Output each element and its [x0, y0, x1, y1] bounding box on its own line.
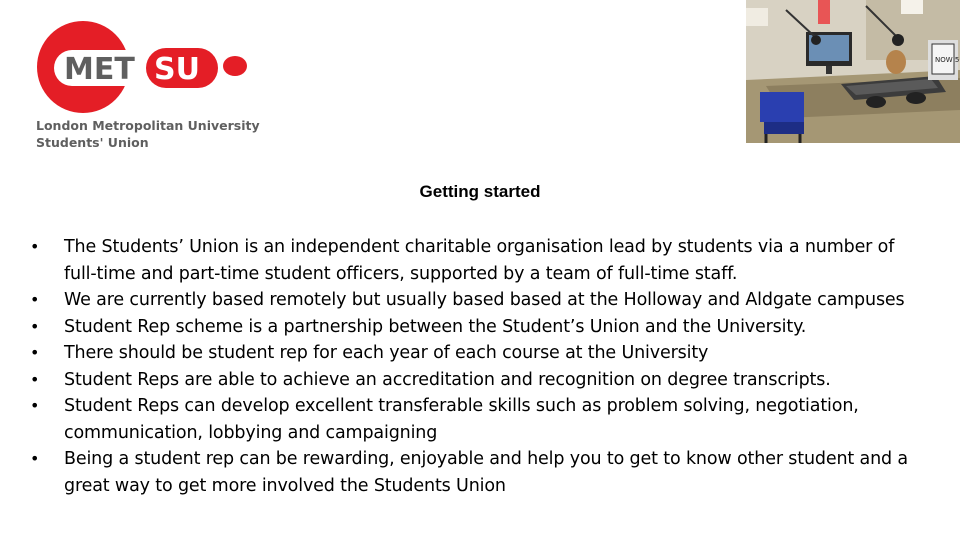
bullet-list [30, 234, 930, 499]
logo-caption [36, 117, 260, 151]
bullet-icon: • [30, 290, 40, 309]
logo-met-text: MET [64, 52, 135, 87]
list-item [30, 446, 930, 499]
bullet-icon: • [30, 449, 40, 468]
radio-studio-illustration [746, 0, 960, 143]
studio-sign-text: NOW 5 [935, 56, 960, 64]
logo-caption-line2: Students' Union [36, 135, 149, 150]
slide-title: Getting started [419, 182, 541, 201]
list-item [30, 234, 930, 287]
list-item-text: Being a student rep can be rewarding, enjoyable and help you to get to know other student and a great way to get more involved the Students Union [64, 449, 909, 496]
list-item [30, 287, 930, 314]
list-item [30, 393, 930, 446]
met-su-logo-mark [28, 20, 258, 115]
studio-photo [746, 0, 960, 143]
list-item [30, 367, 930, 394]
list-item-text: Student Reps are able to achieve an accreditation and recognition on degree transcripts. [64, 369, 831, 390]
bullet-icon: • [30, 396, 40, 415]
list-item [30, 340, 930, 367]
list-item [30, 314, 930, 341]
list-item-text: Student Rep scheme is a partnership between the Student’s Union and the University. [64, 316, 807, 337]
met-su-logo [28, 20, 258, 150]
logo-caption-line1: London Metropolitan University [36, 118, 260, 133]
bullet-icon: • [30, 237, 40, 256]
bullet-icon: • [30, 343, 40, 362]
logo-su-text: SU [154, 52, 200, 87]
bullet-icon: • [30, 316, 40, 336]
list-item-text: There should be student rep for each year of each course at the University [64, 343, 709, 363]
bullet-icon: • [30, 369, 40, 389]
list-item-text: We are currently based remotely but usually based based at the Holloway and Aldgate campuses [64, 290, 905, 310]
list-item-text: Student Reps can develop excellent transferable skills such as problem solving, negotiation, communication, lobbying and campaigning [64, 396, 859, 443]
list-item-text: The Students’ Union is an independent charitable organisation lead by students via a number of full-time and part-time student officers, supported by a team of full-time staff. [64, 237, 895, 284]
